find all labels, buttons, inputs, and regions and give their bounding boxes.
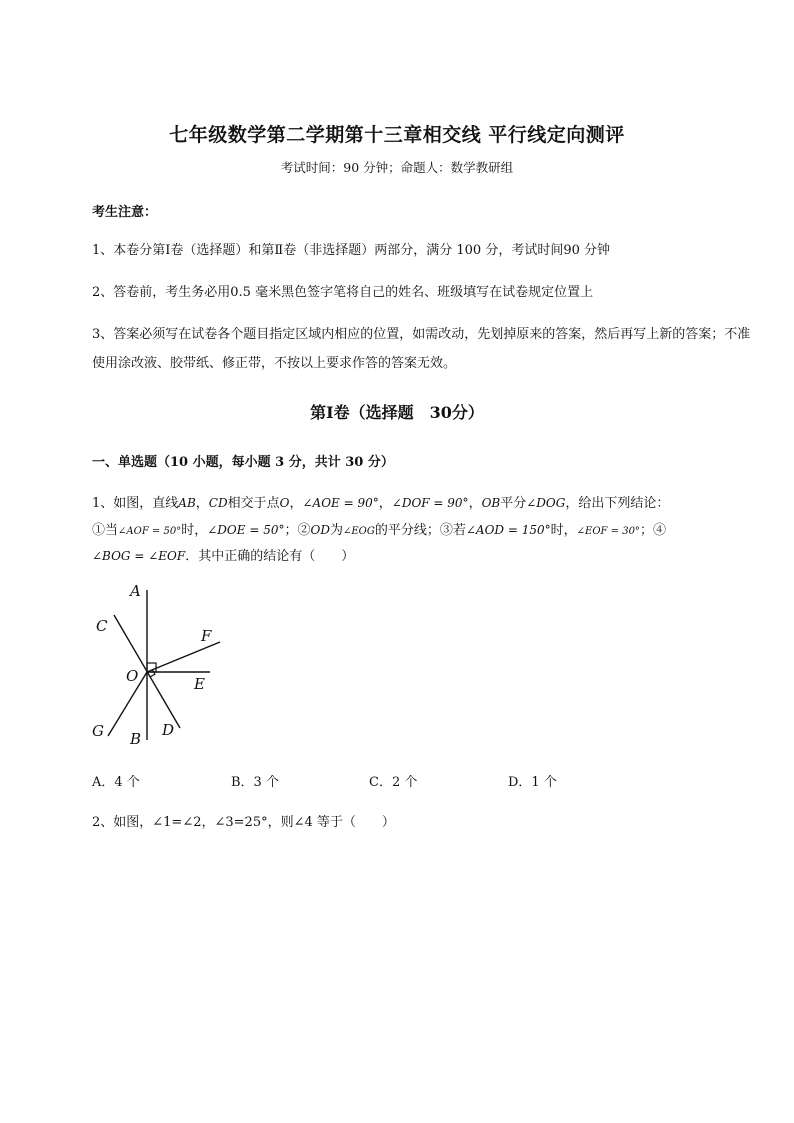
question-1-line-1: 1、如图，直线AB，CD相交于点O，∠AOE = 90°，∠DOF = 90°，OB平分∠DOG，给出下列结论： [92, 496, 670, 511]
label-c: C [96, 617, 108, 635]
option-d[interactable]: D．1 个 [508, 775, 557, 790]
notice-item-3: 3、答案必须写在试卷各个题目指定区域内相应的位置，如需改动，先划掉原来的答案，然后再写上新的答案；不准使用涂改液、胶带纸、修正带，不按以上要求作答的答案无效。 [92, 327, 751, 371]
section-title: 第Ⅰ卷（选择题 30分） [310, 403, 484, 422]
question-1-line-2: ①当∠AOF = 50°时，∠DOE = 50°；②OD为∠EOG的平分线；③若∠AOD = 150°时，∠EOF = 30°；④ [92, 523, 666, 538]
label-d: D [162, 721, 175, 739]
notice-item-2: 2、答卷前，考生务必用0.5 毫米黑色签字笔将自己的姓名、班级填写在试卷规定位置上 [92, 285, 594, 300]
label-f: F [201, 627, 212, 645]
question-2: 2、如图，∠1=∠2，∠3=25°，则∠4 等于（ ） [92, 815, 395, 830]
label-b: B [130, 730, 142, 748]
part-heading: 一、单选题（10 小题，每小题 3 分，共计 30 分） [92, 455, 394, 470]
question-1-figure [80, 578, 240, 753]
page-title: 七年级数学第二学期第十三章相交线 平行线定向测评 [169, 124, 625, 146]
ray-of [147, 642, 220, 672]
label-g: G [92, 722, 104, 740]
label-e: E [194, 675, 205, 693]
option-c[interactable]: C．2 个 [369, 775, 418, 790]
label-a: A [130, 582, 141, 600]
label-o: O [126, 667, 139, 685]
notice-heading: 考生注意： [92, 205, 158, 220]
option-b[interactable]: B．3 个 [231, 775, 279, 790]
notice-item-1: 1、本卷分第Ⅰ卷（选择题）和第Ⅱ卷（非选择题）两部分，满分 100 分，考试时间90 分钟 [92, 243, 610, 258]
option-a[interactable]: A．4 个 [92, 775, 140, 790]
exam-info: 考试时间：90 分钟；命题人：数学教研组 [280, 160, 514, 175]
question-1-line-3: ∠BOG = ∠EOF．其中正确的结论有（ ） [92, 549, 355, 564]
